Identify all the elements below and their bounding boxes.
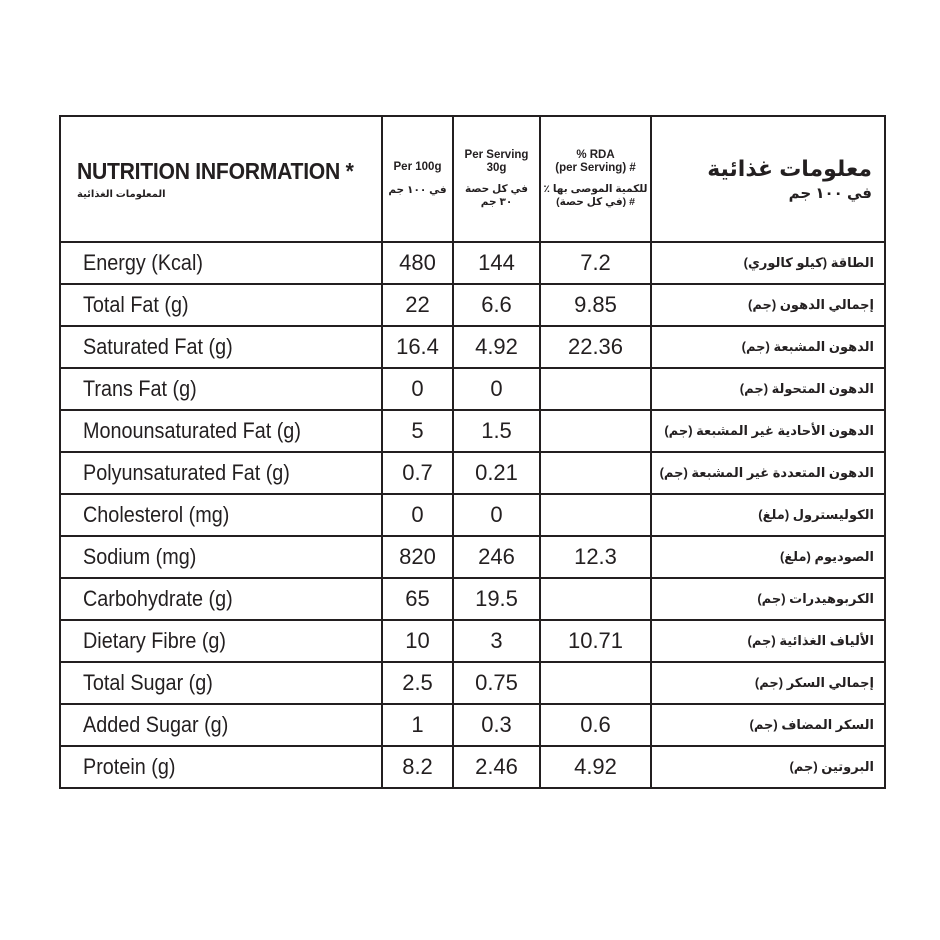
per-serving-value: 0.21 bbox=[453, 452, 540, 494]
col-rda-label: % RDA bbox=[576, 149, 615, 161]
nutrient-name bbox=[60, 536, 382, 578]
table-row bbox=[60, 620, 885, 662]
nutrient-name bbox=[60, 284, 382, 326]
nutrient-name-arabic: البروتين (جم) bbox=[651, 746, 885, 788]
table-row bbox=[60, 494, 885, 536]
header-per100-cell bbox=[382, 116, 453, 242]
nutrient-name-arabic: الدهون الأحادية غير المشبعة (جم) bbox=[651, 410, 885, 452]
rda-value: 10.71 bbox=[540, 620, 651, 662]
table-row bbox=[60, 452, 885, 494]
table-row bbox=[60, 704, 885, 746]
nutrient-name bbox=[60, 326, 382, 368]
nutrient-name-arabic: إجمالي الدهون (جم) bbox=[651, 284, 885, 326]
per-serving-value: 6.6 bbox=[453, 284, 540, 326]
header-title-cell bbox=[60, 116, 382, 242]
nutrient-name-arabic: السكر المضاف (جم) bbox=[651, 704, 885, 746]
rda-value: 12.3 bbox=[540, 536, 651, 578]
col-rda-label-arabic: للكمية الموصى بها ٪ bbox=[543, 183, 648, 195]
rda-value bbox=[540, 662, 651, 704]
nutrient-name-arabic: الدهون المتحولة (جم) bbox=[651, 368, 885, 410]
table-title-arabic: المعلومات الغذائية bbox=[77, 189, 166, 200]
per-serving-value: 1.5 bbox=[453, 410, 540, 452]
nutrient-name-text: Total Fat (g) bbox=[83, 292, 189, 317]
nutrient-name bbox=[60, 242, 382, 284]
arabic-subtitle: في ١٠٠ جم bbox=[788, 185, 872, 202]
col-rda-sublabel: (per Serving) # bbox=[555, 162, 636, 174]
nutrient-name bbox=[60, 494, 382, 536]
nutrient-name-text: Saturated Fat (g) bbox=[83, 334, 233, 359]
per100-value: 1 bbox=[382, 704, 453, 746]
per100-value: 0.7 bbox=[382, 452, 453, 494]
nutrition-table bbox=[59, 115, 886, 789]
per100-value: 5 bbox=[382, 410, 453, 452]
nutrient-name bbox=[60, 662, 382, 704]
header-arabic-cell bbox=[651, 116, 885, 242]
nutrient-name bbox=[60, 452, 382, 494]
per100-value: 10 bbox=[382, 620, 453, 662]
rda-value: 9.85 bbox=[540, 284, 651, 326]
per-serving-value: 19.5 bbox=[453, 578, 540, 620]
per-serving-value: 0.3 bbox=[453, 704, 540, 746]
nutrient-name bbox=[60, 368, 382, 410]
table-row bbox=[60, 662, 885, 704]
header-serving-cell bbox=[453, 116, 540, 242]
rda-value: 7.2 bbox=[540, 242, 651, 284]
nutrient-name bbox=[60, 620, 382, 662]
nutrient-name-arabic: الدهون المتعددة غير المشبعة (جم) bbox=[651, 452, 885, 494]
table-row bbox=[60, 578, 885, 620]
nutrient-name-arabic: الصوديوم (ملغ) bbox=[651, 536, 885, 578]
rda-value bbox=[540, 494, 651, 536]
per-serving-value: 144 bbox=[453, 242, 540, 284]
table-title: NUTRITION INFORMATION * bbox=[77, 158, 354, 184]
table-row bbox=[60, 284, 885, 326]
table-row bbox=[60, 368, 885, 410]
table-row bbox=[60, 326, 885, 368]
table-row bbox=[60, 536, 885, 578]
nutrient-name-text: Dietary Fibre (g) bbox=[83, 628, 227, 653]
header-row bbox=[60, 116, 885, 242]
nutrient-name-text: Protein (g) bbox=[83, 754, 176, 779]
table-body bbox=[60, 242, 885, 788]
per100-value: 65 bbox=[382, 578, 453, 620]
table-row bbox=[60, 410, 885, 452]
per100-value: 16.4 bbox=[382, 326, 453, 368]
per100-value: 0 bbox=[382, 368, 453, 410]
table-row bbox=[60, 746, 885, 788]
col-per100-label: Per 100g bbox=[393, 161, 442, 173]
col-per100-label-arabic: في ١٠٠ جم bbox=[388, 184, 447, 196]
per-serving-value: 0 bbox=[453, 368, 540, 410]
per100-value: 480 bbox=[382, 242, 453, 284]
rda-value: 4.92 bbox=[540, 746, 651, 788]
nutrient-name-text: Sodium (mg) bbox=[83, 544, 197, 569]
nutrient-name-arabic: الكوليسترول (ملغ) bbox=[651, 494, 885, 536]
header-rda-cell bbox=[540, 116, 651, 242]
per100-value: 22 bbox=[382, 284, 453, 326]
nutrient-name-text: Carbohydrate (g) bbox=[83, 586, 233, 611]
rda-value bbox=[540, 368, 651, 410]
nutrient-name-text: Energy (Kcal) bbox=[83, 250, 203, 275]
per-serving-value: 4.92 bbox=[453, 326, 540, 368]
col-rda-sublabel-arabic: # (في كل حصة) bbox=[556, 196, 635, 208]
nutrient-name-text: Polyunsaturated Fat (g) bbox=[83, 460, 290, 485]
col-serving-size-arabic: ٣٠ جم bbox=[480, 196, 513, 208]
table-header bbox=[60, 116, 885, 242]
rda-value bbox=[540, 452, 651, 494]
col-serving-size: 30g bbox=[486, 162, 507, 174]
rda-value bbox=[540, 410, 651, 452]
nutrient-name bbox=[60, 410, 382, 452]
per100-value: 820 bbox=[382, 536, 453, 578]
nutrient-name-arabic: الدهون المشبعة (جم) bbox=[651, 326, 885, 368]
per-serving-value: 3 bbox=[453, 620, 540, 662]
nutrient-name-text: Cholesterol (mg) bbox=[83, 502, 230, 527]
col-serving-label-arabic: في كل حصة bbox=[464, 183, 529, 195]
table-row bbox=[60, 242, 885, 284]
per-serving-value: 0.75 bbox=[453, 662, 540, 704]
nutrient-name bbox=[60, 746, 382, 788]
per100-value: 2.5 bbox=[382, 662, 453, 704]
nutrient-name-text: Added Sugar (g) bbox=[83, 712, 229, 737]
nutrient-name-arabic: إجمالي السكر (جم) bbox=[651, 662, 885, 704]
per100-value: 0 bbox=[382, 494, 453, 536]
rda-value: 0.6 bbox=[540, 704, 651, 746]
per100-value: 8.2 bbox=[382, 746, 453, 788]
per-serving-value: 0 bbox=[453, 494, 540, 536]
rda-value bbox=[540, 578, 651, 620]
nutrient-name-arabic: الكربوهيدرات (جم) bbox=[651, 578, 885, 620]
nutrient-name-text: Trans Fat (g) bbox=[83, 376, 197, 401]
per-serving-value: 2.46 bbox=[453, 746, 540, 788]
per-serving-value: 246 bbox=[453, 536, 540, 578]
nutrient-name-text: Total Sugar (g) bbox=[83, 670, 213, 695]
rda-value: 22.36 bbox=[540, 326, 651, 368]
nutrient-name-text: Monounsaturated Fat (g) bbox=[83, 418, 301, 443]
nutrient-name-arabic: الطاقة (كيلو كالوري) bbox=[651, 242, 885, 284]
arabic-title: معلومات غذائية bbox=[707, 156, 872, 181]
col-serving-label: Per Serving bbox=[464, 149, 529, 161]
nutrient-name-arabic: الألياف الغذائية (جم) bbox=[651, 620, 885, 662]
nutrient-name bbox=[60, 704, 382, 746]
nutrient-name bbox=[60, 578, 382, 620]
